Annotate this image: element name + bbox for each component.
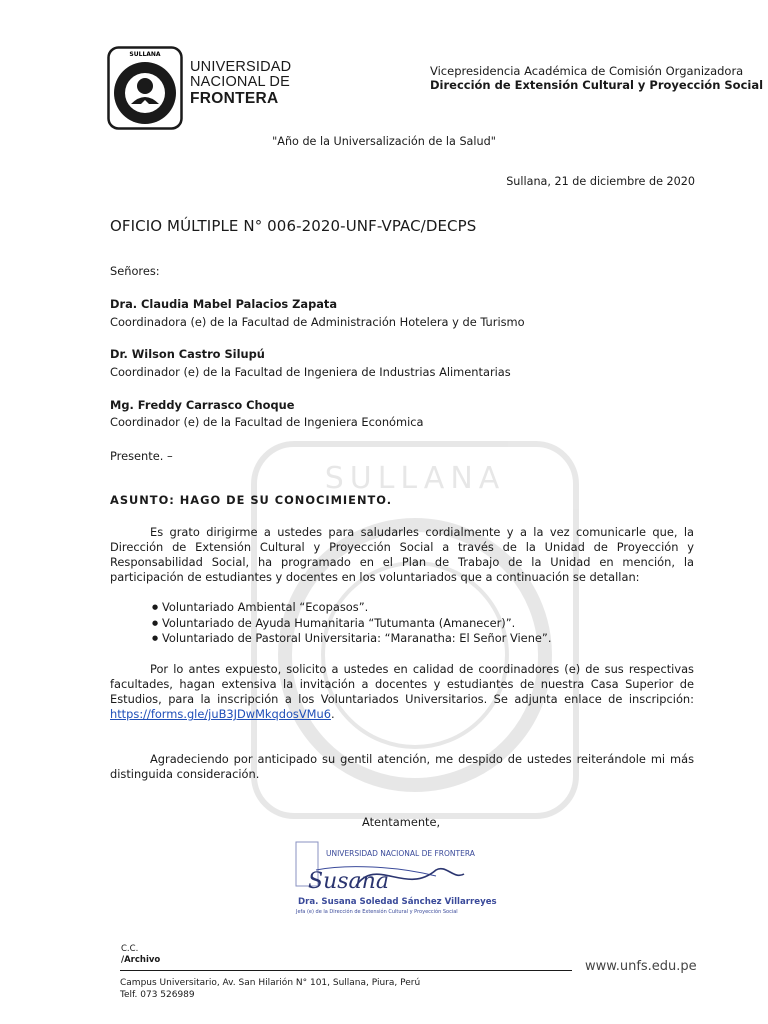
office-header bbox=[430, 64, 763, 92]
recipient-name: Dra. Claudia Mabel Palacios Zapata bbox=[110, 297, 338, 311]
list-item: ● Voluntariado de Pastoral Universitaria: “Maranatha: El Señor Viene”. bbox=[152, 631, 551, 647]
university-name-line2: NACIONAL DE bbox=[190, 74, 290, 90]
cc-archive: /Archivo bbox=[121, 955, 161, 965]
cc-block bbox=[121, 944, 160, 966]
logo-ring-text: SULLANA bbox=[129, 51, 161, 58]
footer-address-line: Campus Universitario, Av. San Hilarión N° 101, Sullana, Piura, Perú bbox=[120, 978, 421, 988]
oficio-title: OFICIO MÚLTIPLE N° 006-2020-UNF-VPAC/DECPS bbox=[110, 217, 477, 235]
footer-website: www.unfs.edu.pe bbox=[585, 959, 697, 974]
signer-name: Dra. Susana Soledad Sánchez Villarreyes bbox=[298, 897, 497, 907]
body-paragraph-1: Es grato dirigirme a ustedes para saludarles cordialmente y a la vez comunicarle que, la Dirección de Extensión Cultural y Proyección Social a través de la Unidad de Proyección y Responsabilidad Social, ha programado en el Plan de Trabajo de la Unidad en mención, la participación de estudiantes y docentes en los voluntariados que a continuación se detallan: bbox=[110, 525, 694, 584]
motto: "Año de la Universalización de la Salud" bbox=[272, 135, 496, 148]
recipient-role: Coordinadora (e) de la Facultad de Administración Hotelera y de Turismo bbox=[110, 315, 525, 329]
letter-date: Sullana, 21 de diciembre de 2020 bbox=[506, 175, 695, 188]
body-paragraph-3: Agradeciendo por anticipado su gentil atención, me despido de ustedes reiterándole mi más distinguida consideración. bbox=[110, 752, 694, 781]
volunteering-list bbox=[152, 600, 551, 647]
recipient-role: Coordinador (e) de la Facultad de Ingeniera Económica bbox=[110, 415, 424, 429]
footer-phone: Telf. 073 526989 bbox=[120, 990, 195, 1000]
vp-line: Vicepresidencia Académica de Comisión Organizadora bbox=[430, 64, 744, 78]
presente: Presente. – bbox=[110, 449, 173, 463]
paragraph-2-text: Por lo antes expuesto, solicito a ustedes en calidad de coordinadores (e) de sus respectivas facultades, hagan extensiva la invitación a docentes y estudiantes de nuestra Casa Superior de Estudios, para la inscripción a los Voluntariados Universitarios. Se adjunta enlace de inscripción: bbox=[110, 662, 694, 706]
footer-address bbox=[120, 977, 420, 1001]
registration-link[interactable]: https://forms.gle/juB3JDwMkqdosVMu6 bbox=[110, 707, 331, 721]
subject-line: ASUNTO: HAGO DE SU CONOCIMIENTO. bbox=[110, 493, 393, 507]
stamp-top-text: UNIVERSIDAD NACIONAL DE FRONTERA bbox=[326, 849, 475, 858]
direction-line: Dirección de Extensión Cultural y Proyección Social bbox=[430, 78, 764, 92]
signer-role: Jefa (e) de la Dirección de Extensión Cultural y Proyección Social bbox=[296, 909, 458, 915]
salutation: Señores: bbox=[110, 264, 160, 278]
university-name-line3: FRONTERA bbox=[190, 90, 279, 107]
list-item: ● Voluntariado de Ayuda Humanitaria “Tutumanta (Amanecer)”. bbox=[152, 616, 551, 632]
link-suffix: . bbox=[330, 707, 335, 721]
recipient-role: Coordinador (e) de la Facultad de Ingeniera de Industrias Alimentarias bbox=[110, 365, 511, 379]
recipient-name: Mg. Freddy Carrasco Choque bbox=[110, 398, 295, 412]
signature-text: Susana bbox=[308, 869, 389, 894]
recipient-name: Dr. Wilson Castro Silupú bbox=[110, 347, 265, 361]
watermark-text: SULLANA bbox=[324, 461, 506, 496]
university-name-line1: UNIVERSIDAD bbox=[190, 59, 292, 75]
signature-stamp bbox=[286, 836, 497, 920]
footer-divider bbox=[120, 970, 572, 971]
list-item: ● Voluntariado Ambiental “Ecopasos”. bbox=[152, 600, 551, 616]
cc-line: C.C. bbox=[121, 944, 139, 954]
closing: Atentamente, bbox=[362, 815, 441, 829]
university-logo-icon bbox=[107, 46, 183, 130]
body-paragraph-2 bbox=[110, 662, 694, 722]
university-name bbox=[190, 60, 291, 106]
